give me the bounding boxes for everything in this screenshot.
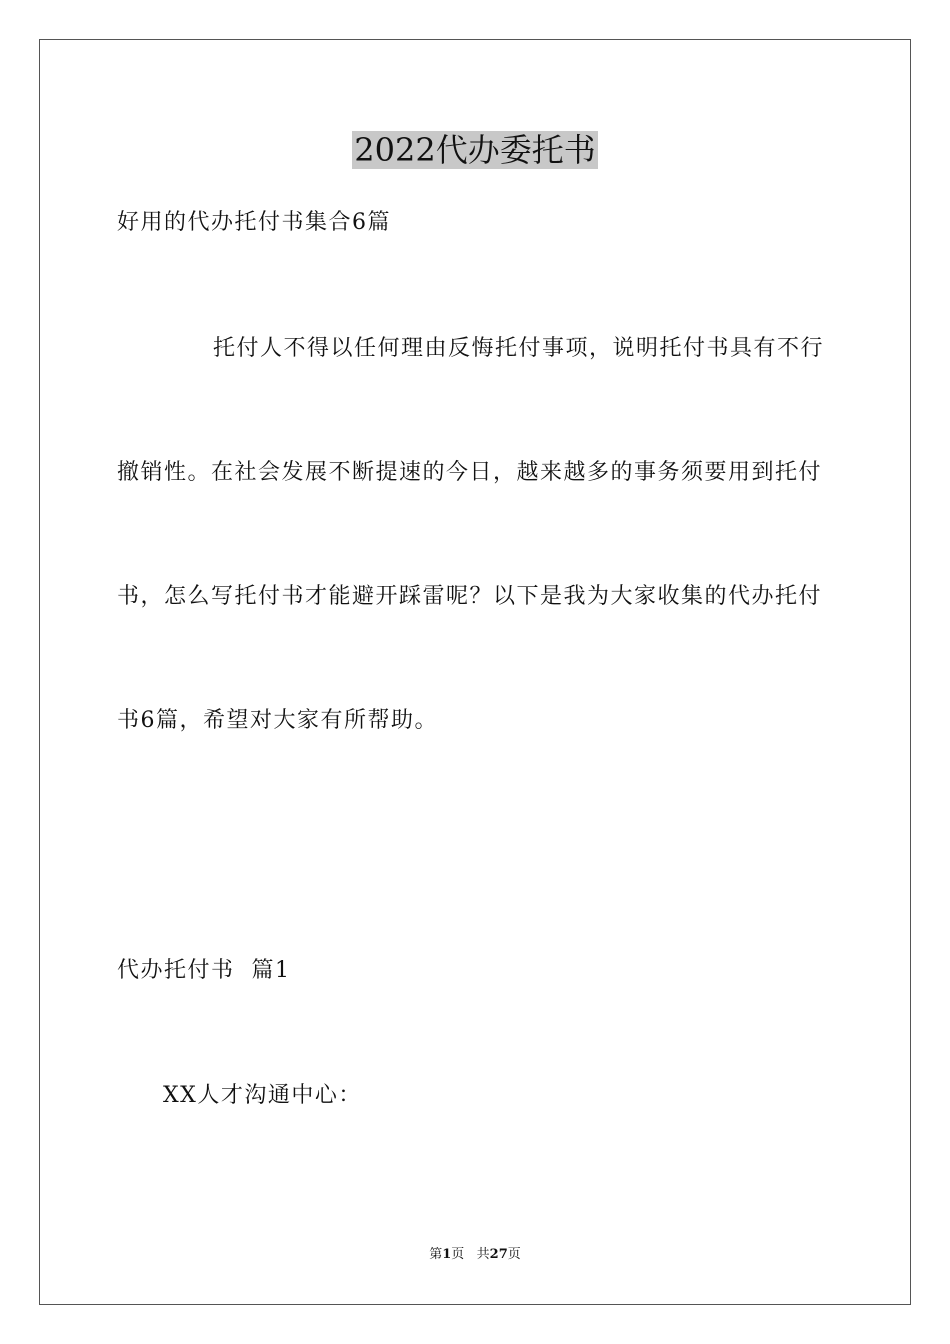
paragraph-line-4: 书6篇，希望对大家有所帮助。 (117, 708, 438, 733)
footer-page-mid: 页 共 (451, 1247, 490, 1262)
footer-page-prefix: 第 (429, 1247, 443, 1262)
document-subtitle: 好用的代办托付书集合6篇 (117, 210, 391, 235)
footer-page-suffix: 页 (507, 1247, 521, 1262)
section-heading: 代办托付书 篇1 (117, 958, 291, 983)
paragraph-line-1: 托付人不得以任何理由反悔托付事项，说明托付书具有不行 (213, 336, 825, 361)
footer-page-number: 1 (442, 1247, 452, 1262)
paragraph-line-2: 撤销性。在社会发展不断提速的今日，越来越多的事务须要用到托付 (117, 460, 823, 485)
document-title (0, 128, 950, 172)
salutation: XX人才沟通中心： (163, 1083, 362, 1108)
paragraph-line-3: 书，怎么写托付书才能避开踩雷呢？以下是我为大家收集的代办托付 (117, 584, 823, 609)
footer-total-pages: 27 (489, 1247, 508, 1262)
document-title-text: 2022代办委托书 (354, 131, 596, 169)
page-footer (0, 1246, 950, 1264)
